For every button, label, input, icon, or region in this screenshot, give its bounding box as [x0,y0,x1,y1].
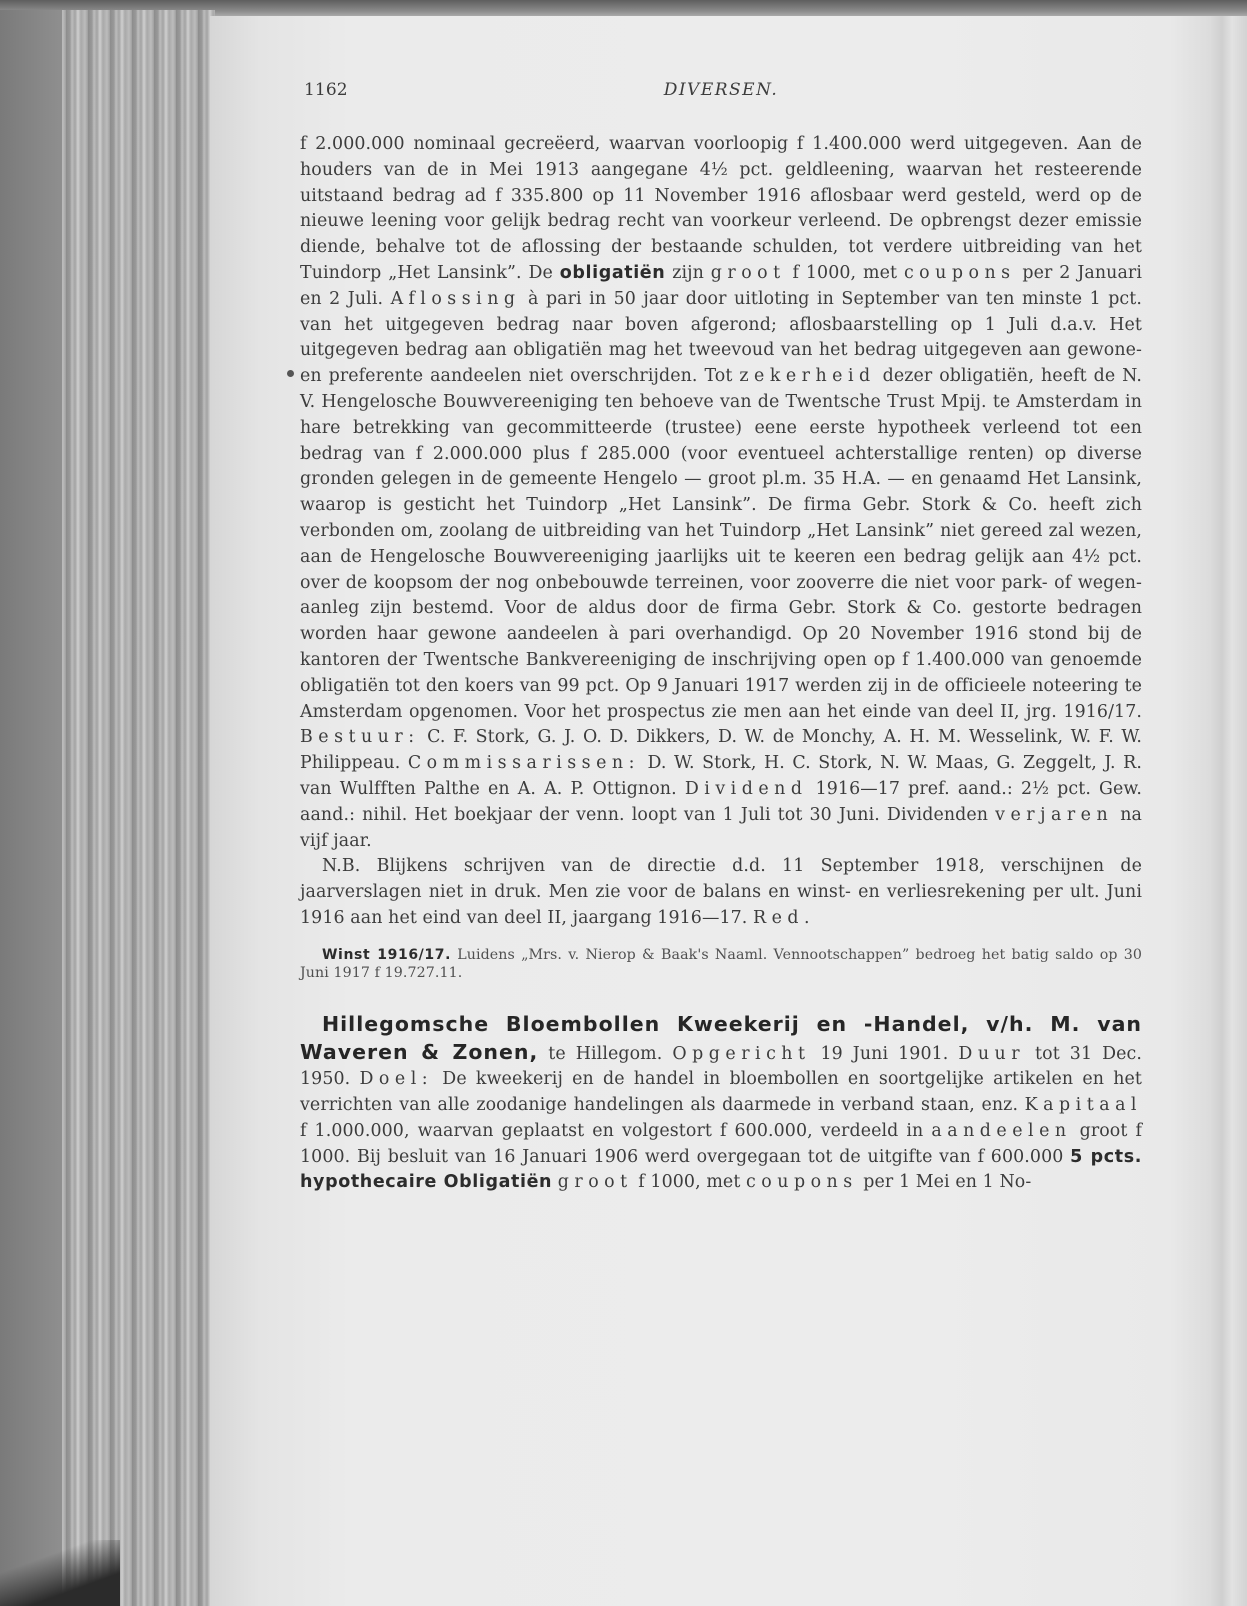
text-run: tot 31 Dec. 1950. [300,1043,1142,1090]
text-run: te Hillegom. [538,1043,673,1064]
spaced-term: Red. [753,907,816,928]
spaced-term: Duur [958,1043,1026,1064]
text-run: per 1 Mei en 1 No- [857,1172,1032,1193]
spaced-term: groot [710,262,786,283]
spaced-term: groot [557,1172,633,1193]
spaced-term: Bestuur: [300,727,420,748]
text-run: f 1000, met [785,262,904,283]
bottom-corner-shadow [0,1540,120,1606]
company-name-heading: Hillegomsche Bloembollen Kweekerij en -Handel, v/h. M. van Waveren & Zonen, [300,1011,1142,1064]
text-run: De kweekerij en de handel in bloembollen en soortgelijke artikelen en het verrichten van alle zoodanige handelingen als daarmede in verband staan, enz. [300,1069,1142,1116]
text-run: 19 Juni 1901. [810,1043,959,1064]
entry-paragraph [300,1012,1142,1197]
text-run: f 1.000.000, waarvan geplaatst en volgestort f 600.000, verdeeld in [300,1120,932,1141]
text-run: 1916—17 pref. aand.: 2½ pct. Gew. aand.: nihil. Het boekjaar der venn. loopt van 1 Juli tot 30 Juni. Dividenden [300,778,1142,825]
text-run: D. W. Stork, H. C. Stork, N. W. Maas, G. Zeggelt, J. R. van Wulfften Palthe en A. A. P. Ottignon. [300,753,1142,799]
text-run: zijn [665,262,711,283]
paragraph-lansink-obligations [300,132,1142,854]
paragraph-nota-bene [300,854,1142,931]
text-run: f 2.000.000 nominaal gecreëerd, waarvan voorloopig f 1.400.000 werd uitgegeven. Aan de houders van de in Mei 1913 aangegane 4½ pct. geldleening, waarvan het resteerende uitstaand bedrag ad f 335.800 op 11 November 1916 aflosbaar werd gesteld, werd op de nieuwe leening voor gelijk bedrag recht van voorkeur verleend. De opbrengst dezer emissie diende, behalve tot de aflossing der bestaande schulden, tot verdere uitbreiding van het Tuindorp „Het Lansink”. De [300,134,1142,283]
text-run: f 1000, met [632,1172,747,1193]
book-spine-shadow [0,10,62,1606]
spaced-term: verjaren [995,804,1114,825]
spaced-term: zekerheid [739,366,876,387]
footnote-winst [300,946,1142,982]
bold-term: obligatiën [559,262,666,283]
text-run: Luidens „Mrs. v. Nierop & Baak's Naaml. Vennootschappen” bedroeg het batig saldo op 30 Juni 1917 f 19.727.11. [300,946,1142,981]
spaced-term: coupons [746,1172,858,1193]
spaced-term: Doel: [359,1069,434,1090]
text-run: C. F. Stork, G. J. O. D. Dikkers, D. W. de Monchy, A. H. M. Wesselink, W. F. W. Philippeau. [300,727,1142,774]
bold-term: Winst 1916/17. [322,946,451,963]
company-entry-hillegomsche [300,1012,1142,1197]
text-run: per 2 Januari en 2 Juli. [300,262,1143,309]
section-title: DIVERSEN. [663,80,779,100]
right-page-edge [1222,16,1247,1606]
text-run: dezer obligatiën, heeft de N. V. Hengelosche Bouwvereeniging ten behoeve van de Twentsche Trust Mpij. te Amsterdam in hare betrekking van gecommitteerde (trustee) eene eerste hypotheek verleend tot een bedrag van f 2.000.000 plus f 285.000 (voor eventueel achterstallige renten) op diverse gronden gelegen in de gemeente Hengelo — groot pl.m. 35 H.A. — en genaamd Het Lansink, waarop is gesticht het Tuindorp „Het Lansink”. De firma Gebr. Stork & Co. heeft zich verbonden om, zoolang de uitbreiding van het Tuindorp „Het Lansink” niet gereed zal wezen, aan de Hengelosche Bouwvereeniging jaarlijks uit te keeren een bedrag gelijk aan 4½ pct. over de koopsom der nog onbebouwde terreinen, voor zooverre die niet voor park- of wegen-aanleg zijn bestemd. Voor de aldus door de firma Gebr. Stork & Co. gestorte bedragen worden haar gewone aandeelen à pari overhandigd. Op 20 November 1916 stond bij de kantoren der Twentsche Bankvereeniging de inschrijving open op f 1.400.000 van genoemde obligatiën tot den koers van 99 pct. Op 9 Januari 1917 werden zij in de officieele noteering te Amsterdam opgenomen. Voor het prospectus zie men aan het einde van deel II, jrg. 1916/17. [300,366,1142,722]
text-run: na vijf jaar. [300,804,1142,851]
text-run: N.B. Blijkens schrijven van de directie d.d. 11 September 1918, verschijnen de jaarverslagen niet in druk. Men zie voor de balans en winst- en verliesrekening per ult. Juni 1916 aan het eind van deel II, jaargang 1916—17. [300,856,1142,928]
running-head [300,78,1142,104]
spaced-term: Kapitaal [1024,1095,1142,1116]
bold-term: 5 pcts. hypothecaire Obligatiën [300,1146,1142,1193]
text-run: groot f 1000. Bij besluit van 16 Januari 1906 werd overgegaan tot de uitgifte van f 600.000 [300,1120,1143,1167]
spaced-term: coupons [903,262,1016,283]
ink-mark-icon [287,370,294,377]
spaced-term: Dividend [684,778,808,799]
text-run: à pari in 50 jaar door uitloting in September van ten minste 1 pct. van het uitgegeven bedrag naar boven afgerond; aflosbaarstelling op 1 Juli d.a.v. Het uitgegeven bedrag aan obligatiën mag het tweevoud van het bedrag uitgegeven aan gewone- en preferente aandeelen niet overschrijden. Tot [300,288,1142,387]
spaced-term: Aflossing [390,288,521,309]
spaced-term: Opgericht [672,1043,811,1064]
page-number: 1162 [304,80,348,100]
spaced-term: aandeelen [931,1120,1072,1141]
page-content [300,78,1142,1196]
spaced-term: Commissarissen: [407,753,640,774]
